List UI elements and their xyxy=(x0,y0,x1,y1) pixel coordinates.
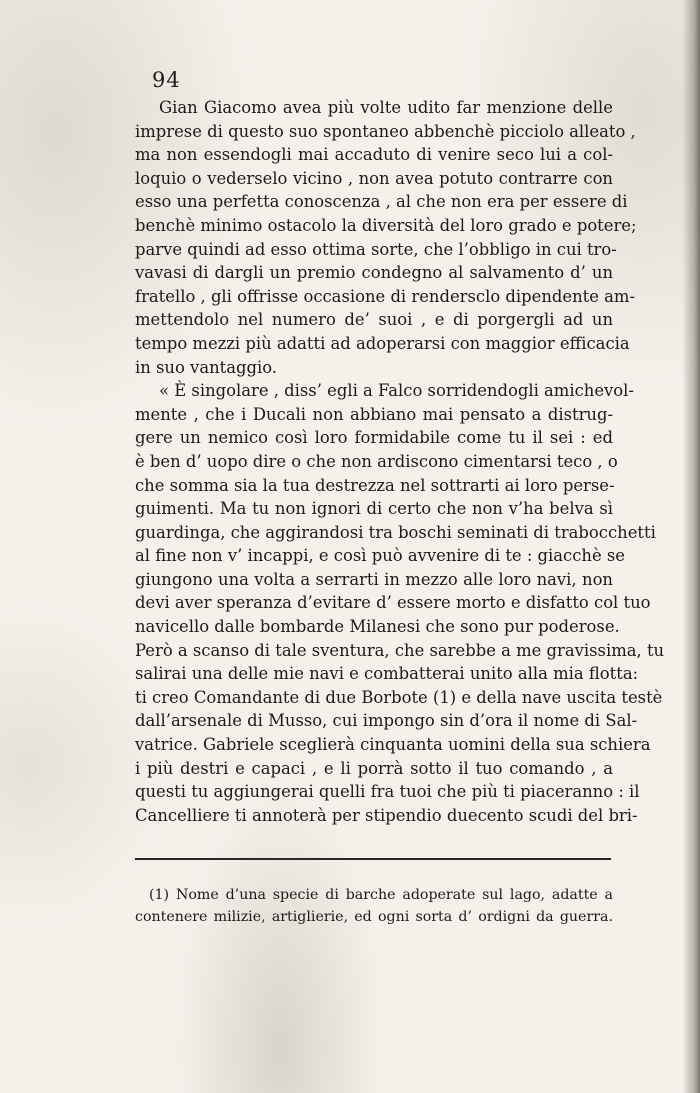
text-line: è ben d’ uopo dire o che non ardiscono cimentarsi teco , o xyxy=(135,451,618,471)
text-line: tempo mezzi più adatti ad adoperarsi con maggior efficacia xyxy=(135,333,630,353)
footnote-line: contenere milizie, artiglierie, ed ogni sorta d’ ordigni da guerra. xyxy=(135,909,613,925)
text-line: Cancelliere ti annoterà per stipendio duecento scudi del bri- xyxy=(135,805,638,825)
text-line: guardinga, che aggirandosi tra boschi seminati di trabocchetti xyxy=(135,522,656,542)
text-line: devi aver speranza d’evitare d’ essere morto e disfatto col tuo xyxy=(135,593,651,613)
text-line: che somma sia la tua destrezza nel sottrarti ai loro perse- xyxy=(135,475,615,495)
text-line: Però a scanso di tale sventura, che sarebbe a me gravissima, tu xyxy=(135,640,665,660)
page-edge-shadow xyxy=(682,0,700,1093)
text-line: imprese di questo suo spontaneo abbenchè picciolo alleato , xyxy=(135,121,636,141)
text-line: questi tu aggiungerai quelli fra tuoi che più ti piaceranno : il xyxy=(135,782,640,802)
text-line: guimenti. Ma tu non ignori di certo che non v’ha belva sì xyxy=(135,499,613,519)
footnote-line: (1) Nome d’una specie di barche adoperate sul lago, adatte a xyxy=(149,887,613,903)
text-line: mente , che i Ducali non abbiano mai pensato a distrug- xyxy=(135,404,613,424)
text-line: vatrice. Gabriele sceglierà cinquanta uomini della sua schiera xyxy=(135,735,651,755)
text-line: dall’arsenale di Musso, cui impongo sin d’ora il nome di Sal- xyxy=(135,711,638,731)
text-line: esso una perfetta conoscenza , al che non era per essere di xyxy=(135,192,628,212)
text-line: fratello , gli offrisse occasione di rendersclo dipendente am- xyxy=(135,286,635,306)
text-line: parve quindi ad esso ottima sorte, che l’obbligo in cui tro- xyxy=(135,239,617,259)
text-line: i più destri e capaci , e li porrà sotto il tuo comando , a xyxy=(135,758,613,778)
text-line: al fine non v’ incappi, e così può avvenire di te : giacchè se xyxy=(135,546,625,566)
text-line: gere un nemico così loro formidabile come tu il sei : ed xyxy=(135,428,613,448)
text-line: salirai una delle mie navi e combatterai unito alla mia flotta: xyxy=(135,664,639,684)
text-line: navicello dalle bombarde Milanesi che sono pur poderose. xyxy=(135,617,620,637)
text-line: loquio o vederselo vicino , non avea potuto contrarre con xyxy=(135,168,613,188)
text-line: giungono una volta a serrarti in mezzo alle loro navi, non xyxy=(135,569,613,589)
text-line: in suo vantaggio. xyxy=(135,357,278,377)
text-line: benchè minimo ostacolo la diversità del loro grado e potere; xyxy=(135,215,637,235)
page-number: 94 xyxy=(152,68,181,92)
text-line: Gian Giacomo avea più volte udito far menzione delle xyxy=(159,98,613,117)
text-line: mettendolo nel numero de’ suoi , e di porgergli ad un xyxy=(135,310,613,330)
footnote xyxy=(135,884,613,928)
main-text xyxy=(135,96,665,827)
text-line: ma non essendogli mai accaduto di venire seco lui a col- xyxy=(135,145,613,165)
text-line: vavasi di dargli un premio condegno al salvamento d’ un xyxy=(135,263,613,283)
text-line: ti creo Comandante di due Borbote (1) e della nave uscita testè xyxy=(135,687,663,707)
footnote-divider xyxy=(135,858,611,860)
text-line: « È singolare , diss’ egli a Falco sorridendogli amichevol- xyxy=(159,381,634,401)
